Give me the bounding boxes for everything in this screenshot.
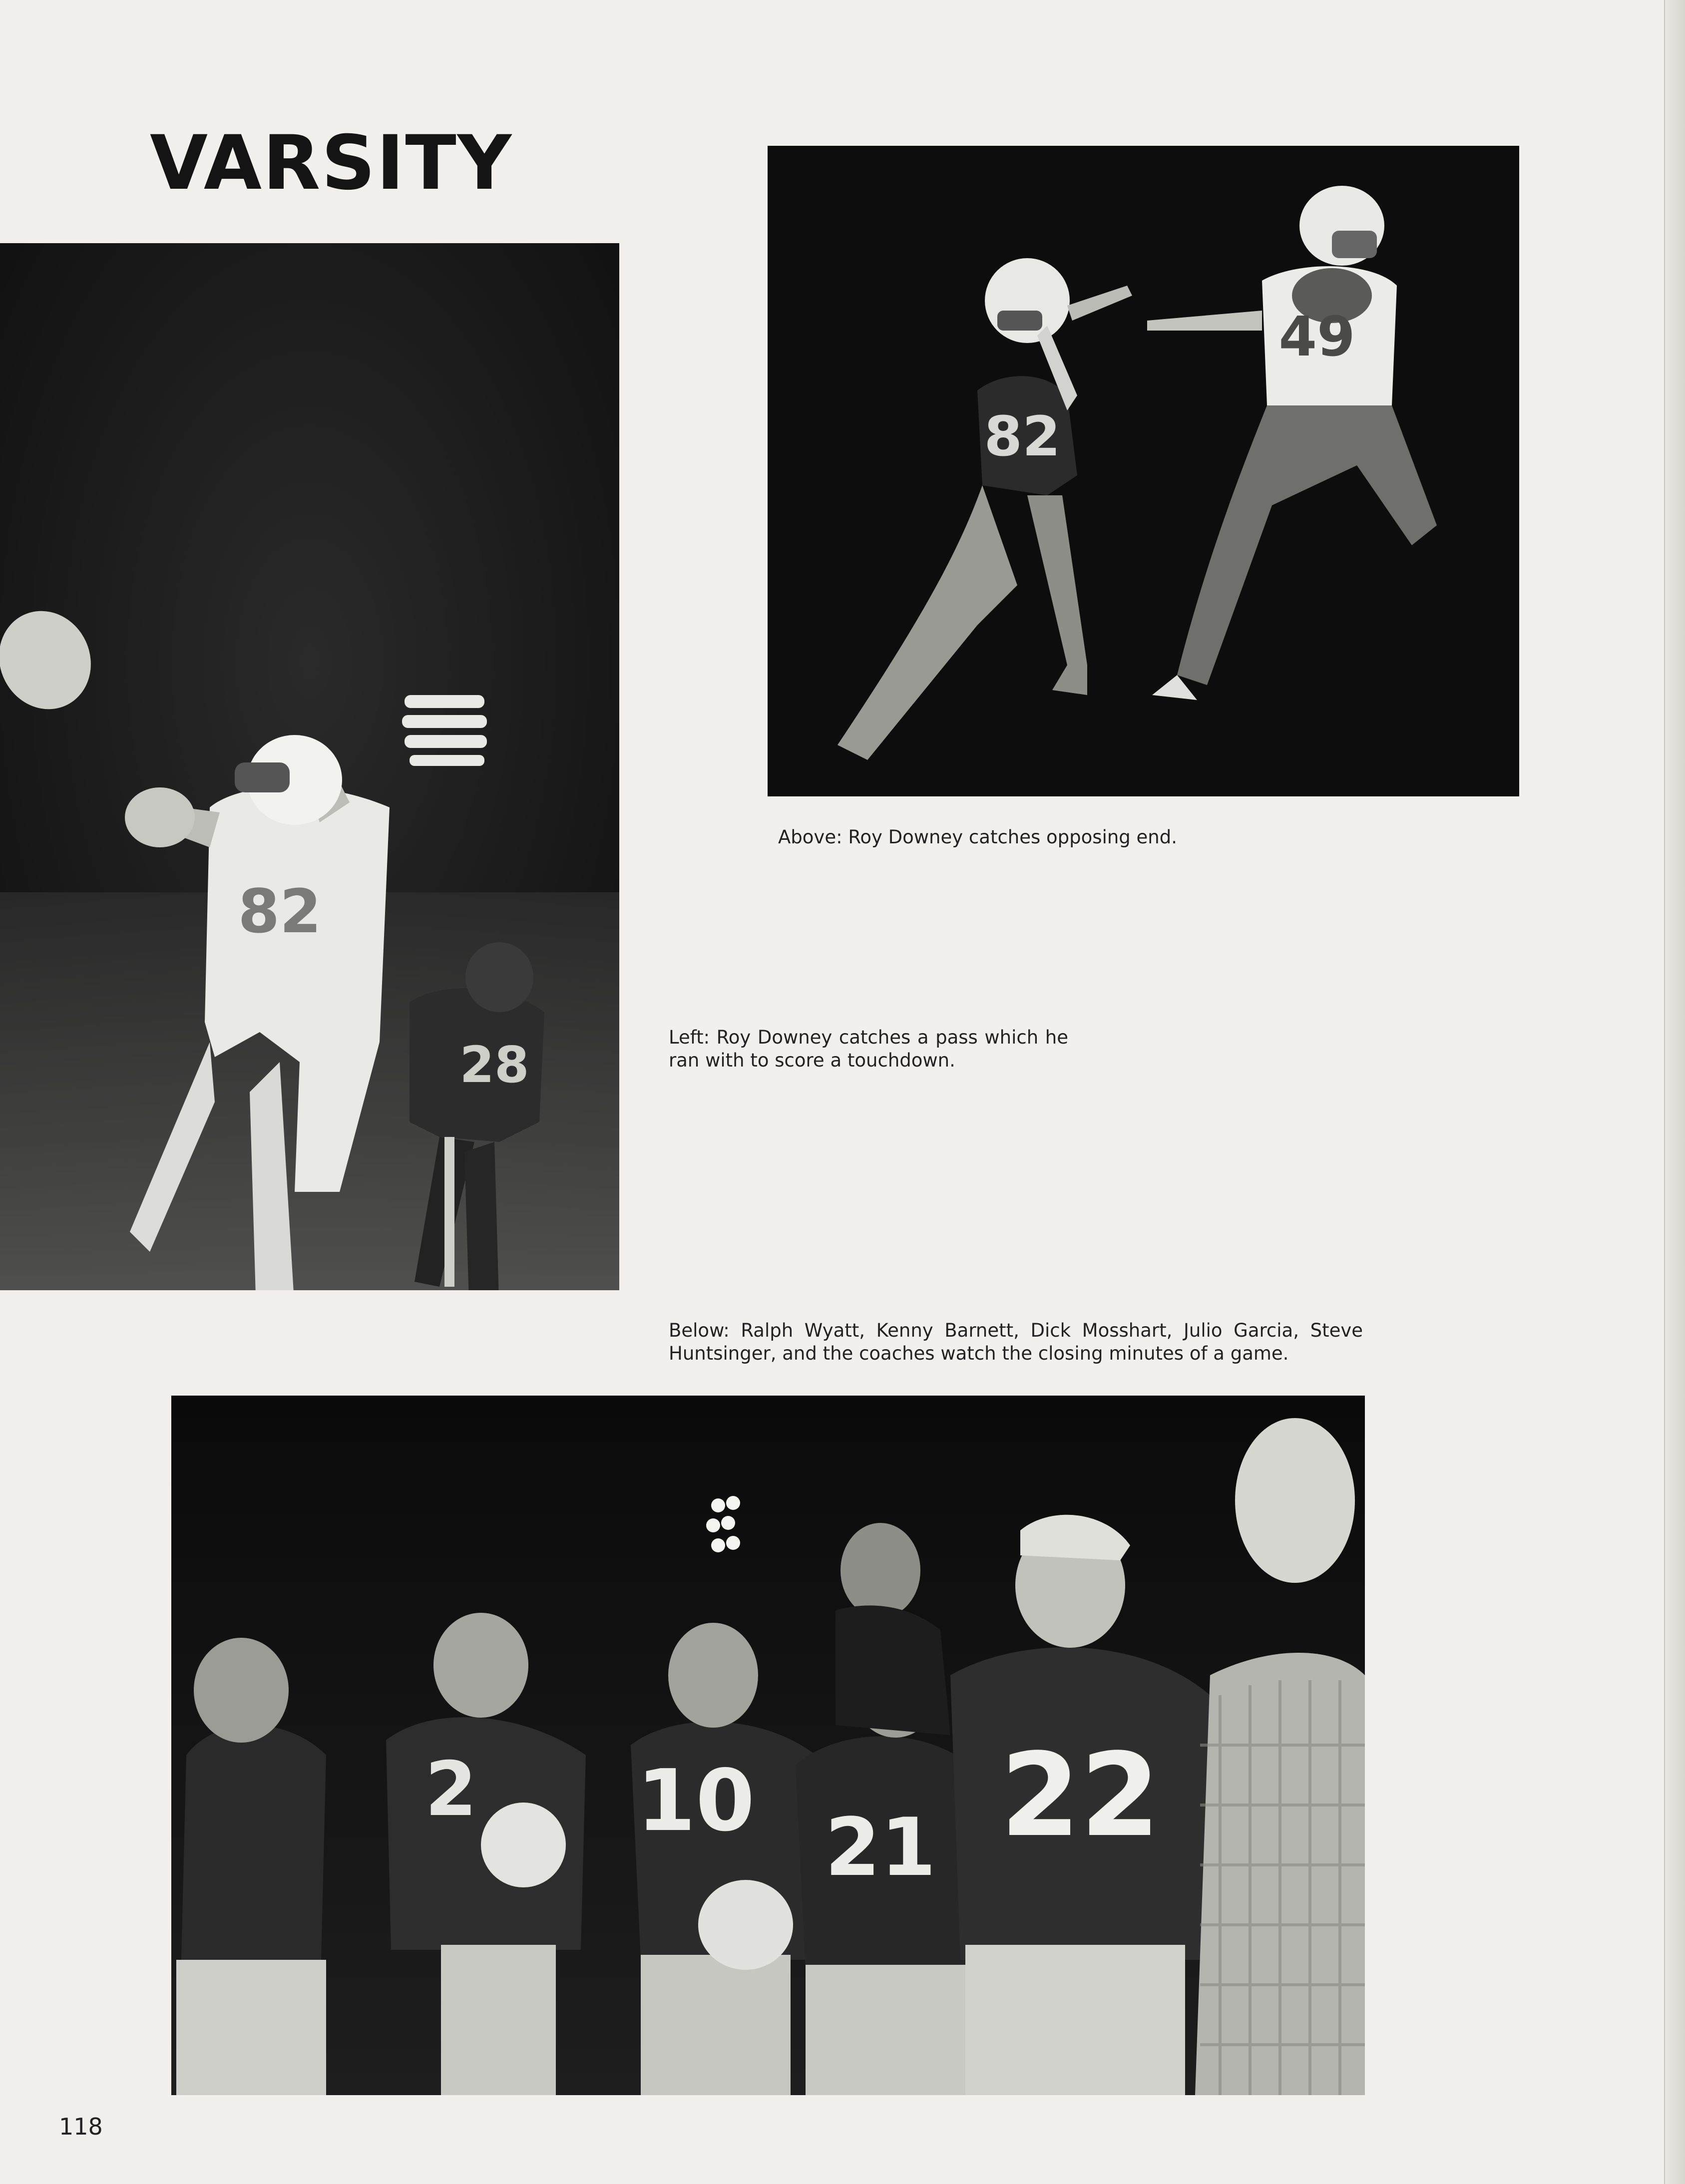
photo-left-pass-catch xyxy=(0,243,619,1290)
caption-below: Below: Ralph Wyatt, Kenny Barnett, Dick Mosshart, Julio Garcia, Steve Huntsinger, and the coaches watch the closing minutes of a game. xyxy=(669,1320,1363,1364)
caption-above: Above: Roy Downey catches opposing end. xyxy=(778,826,1178,848)
jersey-number-82: 82 xyxy=(238,877,322,947)
jersey-number-82-defender: 82 xyxy=(984,404,1061,468)
page-number: 118 xyxy=(59,2113,103,2140)
jersey-number-49: 49 xyxy=(1278,305,1355,368)
caption-left: Left: Roy Downey catches a pass which he ran with to score a touchdown. xyxy=(669,1027,1068,1071)
jersey-number-28: 28 xyxy=(459,1036,529,1094)
page-edge xyxy=(1664,0,1685,2184)
jersey-number-22: 22 xyxy=(1000,1729,1161,1862)
photo-bottom-sideline xyxy=(171,1396,1365,2095)
jersey-number-10: 10 xyxy=(636,1752,755,1850)
jersey-number-2: 2 xyxy=(424,1746,477,1833)
jersey-number-21: 21 xyxy=(825,1801,936,1894)
page-title: VARSITY xyxy=(150,120,513,207)
photo-top-right-interception xyxy=(768,146,1519,796)
